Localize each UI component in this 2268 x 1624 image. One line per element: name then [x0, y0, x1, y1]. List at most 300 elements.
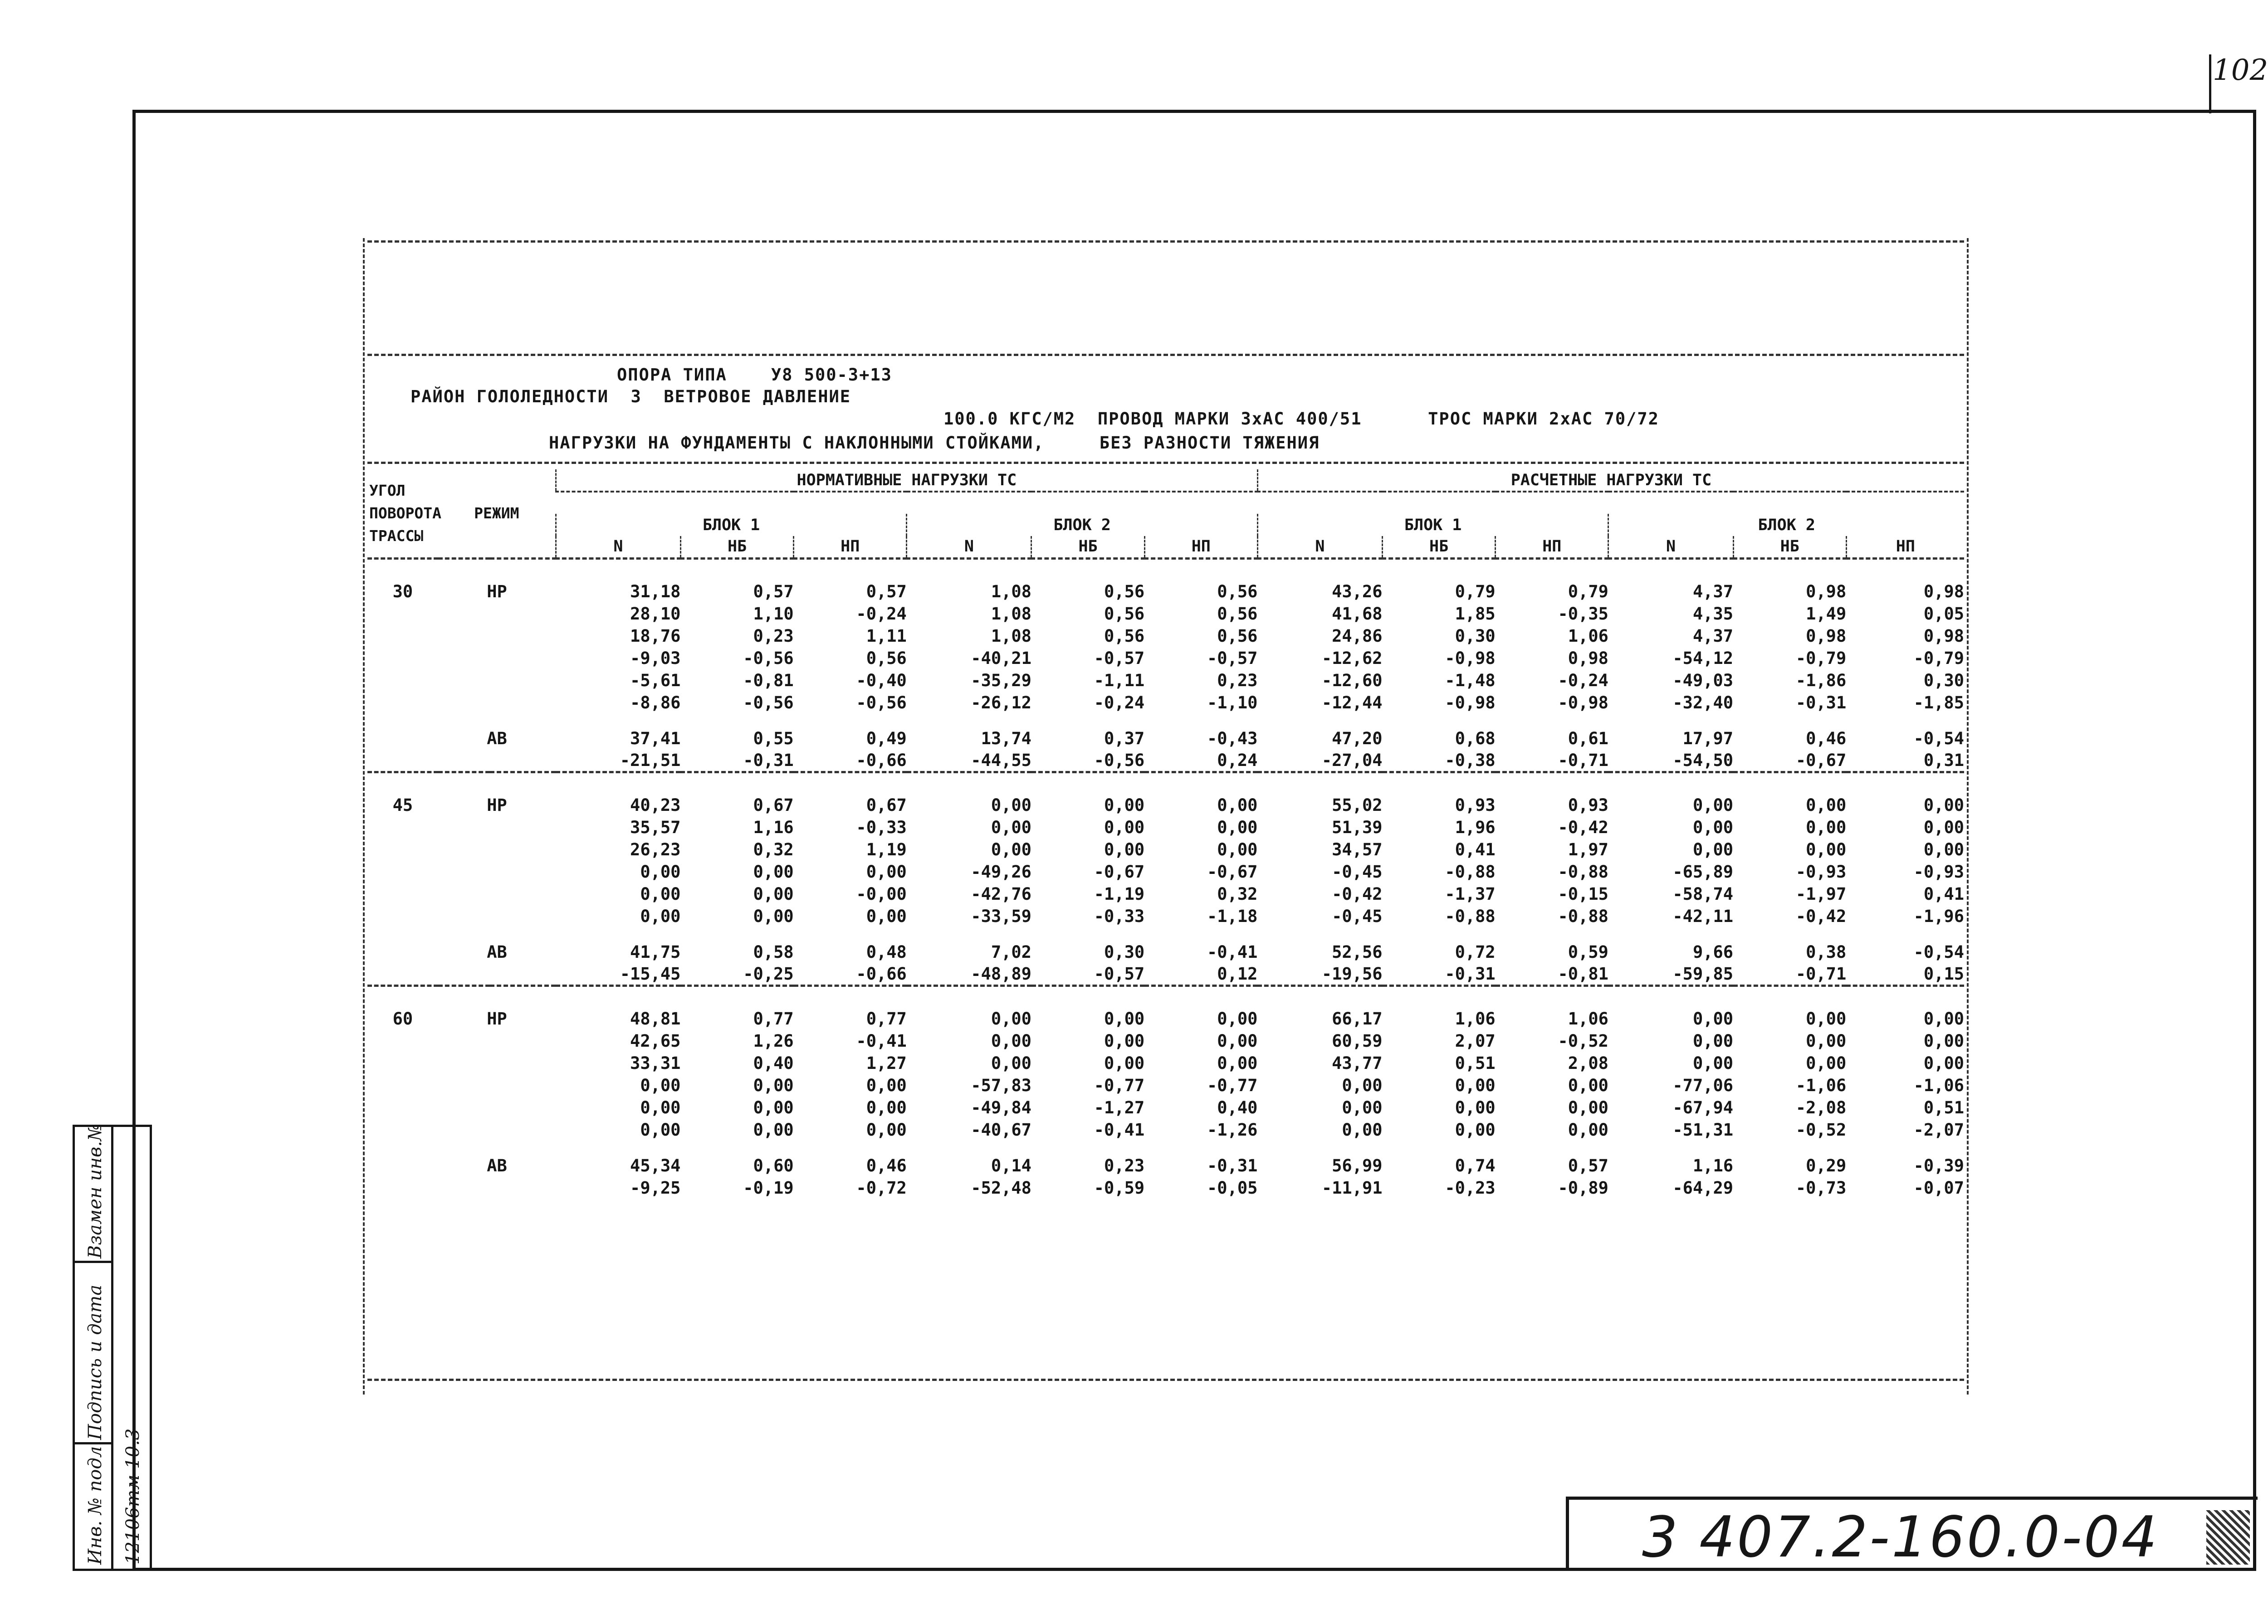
mode-cell	[438, 816, 556, 839]
value-cell: 1,06	[1568, 626, 1608, 646]
value-cell: 0,30	[1455, 626, 1496, 646]
table-row	[367, 1119, 1964, 1141]
column-header: НП	[1496, 536, 1608, 558]
stamp-mark-icon	[2206, 1510, 2250, 1565]
value-cell: -0,77	[1094, 1076, 1145, 1095]
value-cell: 43,77	[1332, 1053, 1383, 1073]
value-cell: 48,81	[630, 1009, 681, 1029]
value-cell: 18,76	[630, 626, 681, 646]
table-row	[367, 603, 1964, 625]
side-stamp	[73, 1125, 152, 1571]
mode-cell	[438, 1177, 556, 1199]
value-cell: 0,57	[753, 582, 794, 601]
value-cell: -0,31	[743, 750, 794, 770]
value-cell: -9,25	[630, 1178, 681, 1198]
table-row	[367, 692, 1964, 714]
value-cell: 0,00	[1342, 1120, 1383, 1140]
value-cell: -0,98	[1558, 693, 1608, 712]
value-cell: 0,32	[1217, 884, 1258, 904]
value-cell: 1,96	[1455, 818, 1496, 837]
value-cell: -0,54	[1913, 942, 1964, 962]
value-cell: 0,00	[753, 1120, 794, 1140]
value-cell: 0,14	[991, 1156, 1031, 1175]
value-cell: -0,33	[856, 818, 907, 837]
mode-cell	[438, 750, 556, 772]
value-cell: -0,57	[1094, 649, 1145, 668]
value-cell: -0,42	[1795, 907, 1847, 926]
value-cell: -0,38	[1445, 750, 1496, 770]
value-cell: -0,56	[743, 649, 794, 668]
value-cell: 0,74	[1455, 1156, 1496, 1175]
column-header: НБ	[1733, 536, 1846, 558]
value-cell: 0,60	[753, 1156, 794, 1175]
value-cell: 0,00	[866, 1098, 907, 1117]
value-cell: 0,00	[1455, 1076, 1496, 1095]
value-cell: 0,23	[1104, 1156, 1145, 1175]
value-cell: 0,37	[1104, 729, 1145, 748]
value-cell: 0,00	[991, 1009, 1031, 1029]
value-cell: -42,11	[1672, 907, 1734, 926]
value-cell: 0,00	[1342, 1076, 1383, 1095]
value-cell: -0,42	[1558, 818, 1608, 837]
value-cell: -1,26	[1207, 1120, 1258, 1140]
value-cell: 0,98	[1568, 649, 1608, 668]
normative-block-1: БЛОК 1	[556, 514, 907, 536]
value-cell: 0,00	[1923, 795, 1964, 815]
value-cell: -57,83	[971, 1076, 1031, 1095]
mode-cell: НР	[487, 795, 507, 815]
value-cell: -0,67	[1094, 862, 1145, 882]
loads-table	[367, 469, 1964, 1199]
value-cell: 0,00	[991, 795, 1031, 815]
value-cell: -0,79	[1913, 649, 1964, 668]
table-row	[367, 1008, 1964, 1030]
value-cell: 0,00	[753, 907, 794, 926]
mode-cell: НР	[487, 582, 507, 601]
value-cell: -11,91	[1321, 1178, 1383, 1198]
value-cell: 0,00	[640, 862, 681, 882]
value-cell: -0,19	[743, 1178, 794, 1198]
header-line-2: РАЙОН ГОЛОЛЕДНОСТИ 3 ВЕТРОВОЕ ДАВЛЕНИЕ	[411, 387, 851, 406]
value-cell: 0,05	[1923, 604, 1964, 624]
design-block-1: БЛОК 1	[1257, 514, 1608, 536]
value-cell: -0,72	[856, 1178, 907, 1198]
value-cell: -0,31	[1795, 693, 1847, 712]
value-cell: -1,85	[1913, 693, 1964, 712]
value-cell: 1,16	[1692, 1156, 1734, 1175]
value-cell: 0,00	[1806, 818, 1847, 837]
table-row	[367, 1030, 1964, 1052]
value-cell: 0,00	[1806, 840, 1847, 859]
value-cell: -0,41	[1207, 942, 1258, 962]
value-cell: 26,23	[630, 840, 681, 859]
angle-cell	[367, 839, 438, 861]
value-cell: -58,74	[1672, 884, 1734, 904]
value-cell: -0,89	[1558, 1178, 1608, 1198]
value-cell: -0,42	[1332, 884, 1383, 904]
value-cell: 1,08	[991, 626, 1031, 646]
angle-cell	[367, 905, 438, 927]
value-cell: 0,38	[1806, 942, 1847, 962]
value-cell: 0,12	[1217, 964, 1258, 984]
mode-cell	[438, 1030, 556, 1052]
value-cell: -0,56	[856, 693, 907, 712]
side-cell-signature	[75, 1263, 113, 1444]
mode-cell: АВ	[487, 1156, 507, 1175]
value-cell: 0,00	[991, 1031, 1031, 1051]
value-cell: -0,39	[1913, 1156, 1964, 1175]
value-cell: 0,00	[1692, 795, 1734, 815]
value-cell: -0,88	[1558, 907, 1608, 926]
value-cell: -0,41	[856, 1031, 907, 1051]
side-value-column	[113, 1127, 152, 1569]
value-cell: 0,00	[1692, 818, 1734, 837]
value-cell: 1,06	[1455, 1009, 1496, 1029]
value-cell: 0,00	[1923, 1053, 1964, 1073]
value-cell: 0,00	[1104, 795, 1145, 815]
value-cell: 0,00	[1923, 1009, 1964, 1029]
angle-cell	[367, 1074, 438, 1097]
value-cell: 0,00	[866, 1076, 907, 1095]
value-cell: 0,00	[640, 1120, 681, 1140]
value-cell: 4,37	[1692, 626, 1734, 646]
value-cell: 0,00	[640, 1076, 681, 1095]
value-cell: 0,55	[753, 729, 794, 748]
drawing-designation: 3 407.2-160.0-04	[1642, 1505, 2159, 1570]
value-cell: 0,00	[753, 1076, 794, 1095]
table-row	[367, 580, 1964, 603]
value-cell: -51,31	[1672, 1120, 1734, 1140]
value-cell: -48,89	[971, 964, 1031, 984]
value-cell: 0,40	[753, 1053, 794, 1073]
column-header: НП	[794, 536, 907, 558]
value-cell: 0,77	[753, 1009, 794, 1029]
value-cell: 0,00	[1217, 1009, 1258, 1029]
table-row	[367, 1155, 1964, 1177]
angle-cell	[367, 1155, 438, 1177]
value-cell: -0,88	[1558, 862, 1608, 882]
value-cell: 42,65	[630, 1031, 681, 1051]
value-cell: -67,94	[1672, 1098, 1734, 1117]
value-cell: 0,51	[1455, 1053, 1496, 1073]
header-line-1: ОПОРА ТИПА У8 500-3+13	[617, 365, 892, 385]
value-cell: -0,52	[1795, 1120, 1847, 1140]
angle-cell	[367, 941, 438, 963]
value-cell: 0,00	[1923, 818, 1964, 837]
value-cell: 1,10	[753, 604, 794, 624]
value-cell: 0,00	[753, 862, 794, 882]
mode-cell	[438, 883, 556, 905]
table-row	[367, 625, 1964, 647]
value-cell: 0,00	[1806, 795, 1847, 815]
value-cell: 2,08	[1568, 1053, 1608, 1073]
value-cell: -0,24	[856, 604, 907, 624]
value-cell: 0,15	[1923, 964, 1964, 984]
value-cell: 0,67	[753, 795, 794, 815]
angle-cell	[367, 750, 438, 772]
table-row	[367, 861, 1964, 883]
value-cell: -0,43	[1207, 729, 1258, 748]
value-cell: 0,98	[1923, 582, 1964, 601]
value-cell: -1,48	[1445, 671, 1496, 690]
column-header: НБ	[680, 536, 793, 558]
value-cell: 52,56	[1332, 942, 1383, 962]
value-cell: 0,46	[866, 1156, 907, 1175]
value-cell: 41,75	[630, 942, 681, 962]
value-cell: -0,31	[1445, 964, 1496, 984]
value-cell: -64,29	[1672, 1178, 1734, 1198]
value-cell: 0,00	[1455, 1120, 1496, 1140]
side-cell-inv	[75, 1440, 113, 1569]
value-cell: -0,45	[1332, 907, 1383, 926]
value-cell: -0,07	[1913, 1178, 1964, 1198]
mode-cell: АВ	[487, 942, 507, 962]
table-top-line	[367, 462, 1964, 464]
column-header: N	[1608, 536, 1733, 558]
value-cell: -0,67	[1207, 862, 1258, 882]
table-row	[367, 941, 1964, 963]
value-cell: 0,00	[1342, 1098, 1383, 1117]
angle-cell	[367, 669, 438, 692]
value-cell: 0,00	[991, 1053, 1031, 1073]
value-cell: -65,89	[1672, 862, 1734, 882]
side-label-replace: Взамен инв.№	[85, 1124, 106, 1258]
value-cell: -0,24	[1558, 671, 1608, 690]
value-cell: 0,56	[866, 649, 907, 668]
angle-cell	[367, 647, 438, 669]
column-header: НП	[1846, 536, 1964, 558]
angle-cell	[367, 727, 438, 750]
value-cell: -1,11	[1094, 671, 1145, 690]
value-cell: -1,06	[1913, 1076, 1964, 1095]
value-cell: 1,08	[991, 604, 1031, 624]
value-cell: -9,03	[630, 649, 681, 668]
value-cell: 0,30	[1104, 942, 1145, 962]
mode-cell	[438, 1052, 556, 1074]
value-cell: 0,72	[1455, 942, 1496, 962]
value-cell: 4,37	[1692, 582, 1734, 601]
mode-cell	[438, 647, 556, 669]
value-cell: 0,56	[1104, 582, 1145, 601]
value-cell: -0,98	[1445, 693, 1496, 712]
value-cell: -0,93	[1795, 862, 1847, 882]
value-cell: -0,57	[1094, 964, 1145, 984]
value-cell: -0,45	[1332, 862, 1383, 882]
value-cell: 0,98	[1806, 582, 1847, 601]
value-cell: 1,97	[1568, 840, 1608, 859]
value-cell: 1,06	[1568, 1009, 1608, 1029]
mode-cell	[438, 861, 556, 883]
angle-cell: 60	[392, 1009, 413, 1029]
angle-cell: 45	[392, 795, 413, 815]
value-cell: 0,00	[1692, 840, 1734, 859]
value-cell: -1,10	[1207, 693, 1258, 712]
value-cell: 0,51	[1923, 1098, 1964, 1117]
angle-cell: 30	[392, 582, 413, 601]
value-cell: 0,00	[1104, 1053, 1145, 1073]
value-cell: -19,56	[1321, 964, 1383, 984]
value-cell: -35,29	[971, 671, 1031, 690]
value-cell: -0,66	[856, 964, 907, 984]
angle-cell	[367, 1030, 438, 1052]
value-cell: 0,00	[1104, 1031, 1145, 1051]
value-cell: 0,00	[1104, 840, 1145, 859]
value-cell: -0,88	[1445, 907, 1496, 926]
value-cell: 0,41	[1923, 884, 1964, 904]
value-cell: 0,00	[866, 1120, 907, 1140]
angle-cell	[367, 625, 438, 647]
table-row	[367, 816, 1964, 839]
table-row	[367, 794, 1964, 816]
value-cell: -32,40	[1672, 693, 1734, 712]
column-header: N	[1257, 536, 1382, 558]
table-row	[367, 963, 1964, 985]
value-cell: 0,57	[866, 582, 907, 601]
design-block-2: БЛОК 2	[1608, 514, 1964, 536]
value-cell: 43,26	[1332, 582, 1383, 601]
value-cell: 1,26	[753, 1031, 794, 1051]
value-cell: 0,57	[1568, 1156, 1608, 1175]
header-line-3: 100.0 КГС/М2 ПРОВОД МАРКИ 3хАС 400/51 ТРОС МАРКИ 2хАС 70/72	[943, 409, 1659, 429]
header-line-4: НАГРУЗКИ НА ФУНДАМЕНТЫ С НАКЛОННЫМИ СТОЙКАМИ, БЕЗ РАЗНОСТИ ТЯЖЕНИЯ	[549, 433, 1320, 453]
value-cell: 31,18	[630, 582, 681, 601]
value-cell: 0,56	[1217, 604, 1258, 624]
value-cell: 4,35	[1692, 604, 1734, 624]
value-cell: 0,00	[1217, 818, 1258, 837]
value-cell: -0,98	[1445, 649, 1496, 668]
value-cell: 56,99	[1332, 1156, 1383, 1175]
value-cell: -0,33	[1094, 907, 1145, 926]
value-cell: -0,35	[1558, 604, 1608, 624]
value-cell: -0,56	[1094, 750, 1145, 770]
value-cell: 0,00	[991, 840, 1031, 859]
side-label-signature-date: Подпись и дата	[85, 1284, 106, 1440]
value-cell: 0,23	[753, 626, 794, 646]
value-cell: 0,00	[753, 1098, 794, 1117]
column-header: НП	[1144, 536, 1257, 558]
value-cell: 0,49	[866, 729, 907, 748]
value-cell: -1,19	[1094, 884, 1145, 904]
angle-cell	[367, 603, 438, 625]
value-cell: 0,00	[991, 818, 1031, 837]
value-cell: 0,30	[1923, 671, 1964, 690]
table-row	[367, 727, 1964, 750]
value-cell: 0,00	[1568, 1120, 1608, 1140]
side-label-inv-no: Инв. № подл.	[85, 1440, 106, 1565]
value-cell: -0,15	[1558, 884, 1608, 904]
value-cell: -2,08	[1795, 1098, 1847, 1117]
value-cell: 0,00	[753, 884, 794, 904]
value-cell: 40,23	[630, 795, 681, 815]
column-header: N	[907, 536, 1031, 558]
angle-label: УГОЛ ПОВОРОТА ТРАССЫ	[369, 481, 441, 545]
value-cell: 0,58	[753, 942, 794, 962]
value-cell: -12,44	[1321, 693, 1383, 712]
value-cell: 0,59	[1568, 942, 1608, 962]
value-cell: 0,68	[1455, 729, 1496, 748]
value-cell: 0,40	[1217, 1098, 1258, 1117]
value-cell: 0,98	[1923, 626, 1964, 646]
value-cell: -0,41	[1094, 1120, 1145, 1140]
value-cell: 55,02	[1332, 795, 1383, 815]
value-cell: 0,00	[1217, 1053, 1258, 1073]
value-cell: 1,16	[753, 818, 794, 837]
value-cell: -5,61	[630, 671, 681, 690]
angle-cell	[367, 963, 438, 985]
design-header: РАСЧЕТНЫЕ НАГРУЗКИ ТС	[1257, 469, 1964, 492]
table-row	[367, 647, 1964, 669]
value-cell: 28,10	[630, 604, 681, 624]
table-row	[367, 839, 1964, 861]
value-cell: 0,00	[866, 907, 907, 926]
value-cell: -0,52	[1558, 1031, 1608, 1051]
table-row	[367, 1097, 1964, 1119]
value-cell: 0,24	[1217, 750, 1258, 770]
value-cell: -0,05	[1207, 1178, 1258, 1198]
value-cell: -0,24	[1094, 693, 1145, 712]
value-cell: -49,03	[1672, 671, 1734, 690]
value-cell: -77,06	[1672, 1076, 1734, 1095]
mode-cell	[438, 692, 556, 714]
value-cell: 0,00	[1104, 1009, 1145, 1029]
mode-cell	[438, 625, 556, 647]
value-cell: 0,93	[1568, 795, 1608, 815]
value-cell: -26,12	[971, 693, 1031, 712]
value-cell: -1,97	[1795, 884, 1847, 904]
value-cell: 1,49	[1806, 604, 1847, 624]
normative-block-2: БЛОК 2	[907, 514, 1258, 536]
column-header: НБ	[1031, 536, 1144, 558]
value-cell: -0,88	[1445, 862, 1496, 882]
value-cell: -54,12	[1672, 649, 1734, 668]
value-cell: 0,29	[1806, 1156, 1847, 1175]
column-header: НБ	[1383, 536, 1496, 558]
value-cell: -42,76	[971, 884, 1031, 904]
value-cell: -44,55	[971, 750, 1031, 770]
value-cell: -0,71	[1795, 964, 1847, 984]
value-cell: -0,73	[1795, 1178, 1847, 1198]
value-cell: 0,32	[753, 840, 794, 859]
column-header: N	[556, 536, 680, 558]
value-cell: 0,56	[1217, 582, 1258, 601]
value-cell: 0,00	[640, 1098, 681, 1117]
printout-top-line	[367, 240, 1964, 243]
value-cell: -0,77	[1207, 1076, 1258, 1095]
value-cell: 0,56	[1217, 626, 1258, 646]
value-cell: 17,97	[1682, 729, 1734, 748]
mode-cell: НР	[487, 1009, 507, 1029]
value-cell: 13,74	[981, 729, 1031, 748]
value-cell: -21,51	[620, 750, 681, 770]
value-cell: -0,71	[1558, 750, 1608, 770]
mode-cell	[438, 1119, 556, 1141]
value-cell: 1,19	[866, 840, 907, 859]
mode-cell	[438, 905, 556, 927]
value-cell: -1,96	[1913, 907, 1964, 926]
value-cell: 0,00	[1104, 818, 1145, 837]
value-cell: -12,62	[1321, 649, 1383, 668]
page-number: 102	[2213, 54, 2268, 87]
value-cell: -1,37	[1445, 884, 1496, 904]
value-cell: 0,31	[1923, 750, 1964, 770]
value-cell: 0,48	[866, 942, 907, 962]
value-cell: -0,54	[1913, 729, 1964, 748]
value-cell: -1,06	[1795, 1076, 1847, 1095]
angle-cell	[367, 816, 438, 839]
value-cell: 1,27	[866, 1053, 907, 1073]
value-cell: 0,56	[1104, 626, 1145, 646]
value-cell: -0,56	[743, 693, 794, 712]
